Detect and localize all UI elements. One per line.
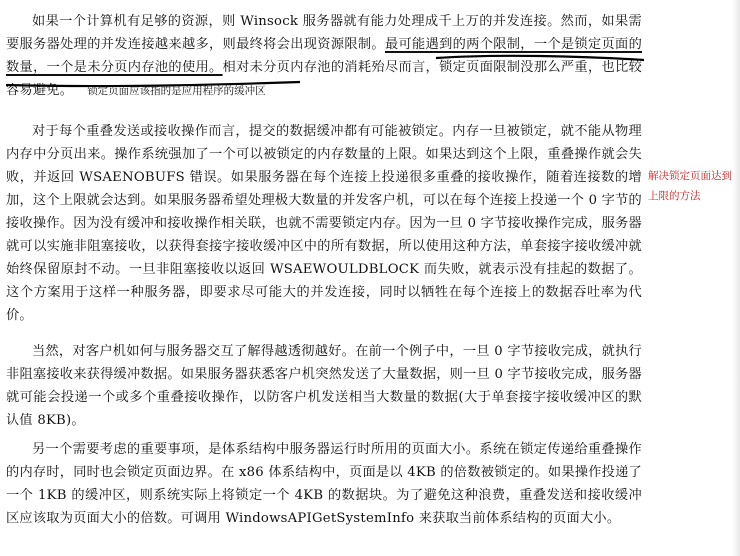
underlined-two-limits: 最可能遇到的两个限制，一个是锁定页面的数量，一个是未分页内存池的使用。 (6, 37, 643, 75)
paragraph-client-interaction: 当然，对客户机如何与服务器交互了解得越透彻越好。在前一个例子中，一旦 0 字节接收完成，就执行非阻塞接收来获得缓冲数据。如果服务器获悉客户机突然发送了大量数据，则一旦 0 字节接收完成，服务器就可能会投递一个或多个重叠接收操作，以防客户机发送相当大数量的数据(大于单套接字接收缓冲区的默认值 8KB)。 (6, 344, 642, 428)
side-annotation-note: 解决锁定页面达到上限的方法 (648, 170, 732, 202)
scan-edge-shadow (732, 0, 740, 556)
paragraph-resource-limits (6, 10, 642, 103)
paragraph-page-size: 另一个需要考虑的重要事项，是体系结构中服务器运行时所用的页面大小。系统在锁定传递给重叠操作的内存时，同时也会锁定页面边界。在 x86 体系结构中，页面是以 4KB 的倍数被锁定的。如果操作投递了一个 1KB 的缓冲区，则系统实际上将锁定一个 4KB 的数据块。为了避免这种浪费，重叠发送和接收缓冲区应该取为页面大小的倍数。可调用 WindowsAPIGetSystemInfo 来获取当前体系结构的页面大小。 (6, 442, 642, 526)
inline-annotation-note: 锁定页面应该指的是应用程序的缓冲区 (87, 85, 266, 97)
paragraph-1-lead: 如果一个计算机有足够的资源，则 Winsock 服务器就有能力处理成千上万的并发连接。然而，如果需要服务器处理的并发连接越来越多，则最终将会出现资源限制。 (6, 14, 642, 52)
paragraph-locked-pages: 对于每个重叠发送或接收操作而言，提交的数据缓冲都有可能被锁定。内存一旦被锁定，就不能从物理内存中分页出来。操作系统强加了一个可以被锁定的内存数量的上限。如果达到这个上限，重叠操作就会失败，并返回 WSAENOBUFS 错误。如果服务器在每个连接上投递很多重叠的接收操作，随着连接数的增加，这个上限就会达到。如果服务器希望处理极大数量的并发客户机，可以在每个连接上投递一个 0 字节的接收操作。因为没有缓冲和接收操作相关联，也就不需要锁定内存。因为一旦 0 字节接收操作完成，服务器就可以实施非阻塞接收，以获得套接字接收缓冲区中的所有数据，所以使用这种方法，单套接字接收缓冲就始终保留原封不动。一旦非阻塞接收以返回 WSAEWOULDBLOCK 而失败，就表示没有挂起的数据了。这个方案用于这样一种服务器，即要求尽可能大的并发连接，同时以牺牲在每个连接上的数据吞吐率为代价。 (6, 124, 642, 323)
paragraph-1-tail: 相对未分页内存池的消耗殆尽而言，锁定页面限制没那么严重，也比较容易避免。 (6, 60, 643, 98)
